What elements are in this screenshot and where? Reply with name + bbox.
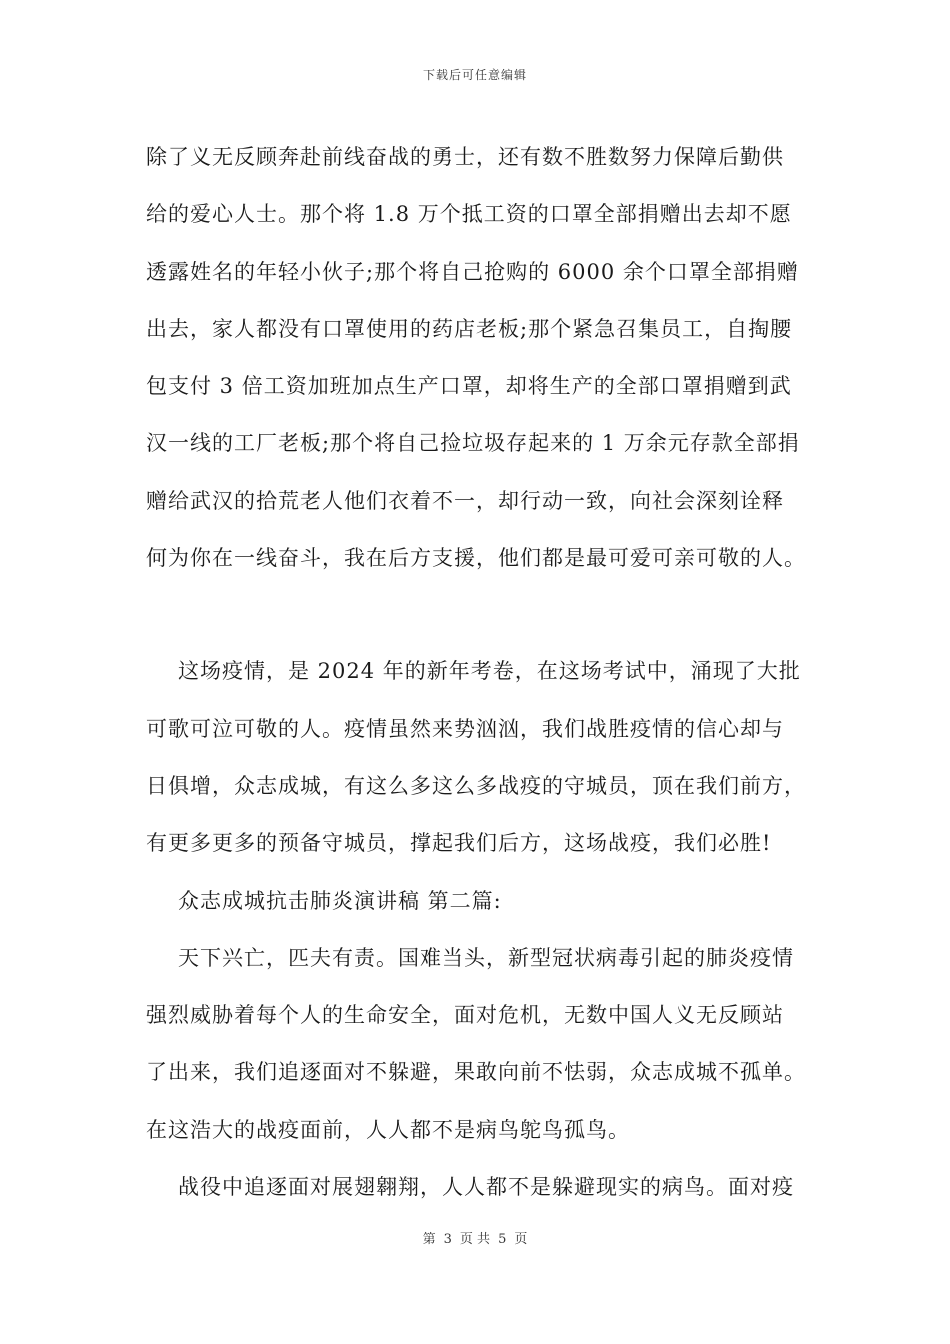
paragraph-gap — [146, 587, 826, 643]
footer-suffix: 页 — [514, 1232, 528, 1247]
text-line: 给的爱心人士。那个将 1.8 万个抵工资的口罩全部捐赠出去却不愿 — [146, 202, 792, 227]
text-line: 日俱增，众志成城，有这么多这么多战疫的守城员，顶在我们前方， — [146, 773, 806, 798]
footer-prefix: 第 — [422, 1232, 436, 1247]
text-line: 赠给武汉的拾荒老人他们衣着不一，却行动一致，向社会深刻诠释 — [146, 488, 784, 513]
text-line: 在这浩大的战疫面前，人人都不是病鸟鸵鸟孤鸟。 — [146, 1117, 630, 1142]
text-line: 战役中追逐面对展翅翱翔，人人都不是躲避现实的病鸟。面对疫 — [178, 1175, 794, 1200]
text-line: 出去，家人都没有口罩使用的药店老板;那个紧急召集员工，自掏腰 — [146, 316, 793, 341]
text-line: 了出来，我们追逐面对不躲避，果敢向前不怯弱，众志成城不孤单。 — [146, 1060, 806, 1085]
text-line: 包支付 3 倍工资加班加点生产口罩，却将生产的全部口罩捐赠到武 — [146, 374, 792, 399]
text-line: 天下兴亡，匹夫有责。国难当头，新型冠状病毒引起的肺炎疫情 — [178, 945, 794, 970]
section-title: 众志成城抗击肺炎演讲稿 第二篇: — [178, 888, 502, 913]
text-line: 何为你在一线奋斗，我在后方支援，他们都是最可爱可亲可敬的人。 — [146, 546, 806, 571]
total-pages-number: 5 — [498, 1232, 507, 1247]
current-page-number: 3 — [443, 1232, 452, 1247]
text-line: 透露姓名的年轻小伙子;那个将自己抢购的 6000 余个口罩全部捐赠 — [146, 259, 799, 284]
text-line: 有更多更多的预备守城员，撑起我们后方，这场战疫，我们必胜! — [146, 831, 772, 856]
page-header: 下载后可任意编辑 — [422, 68, 527, 82]
page-footer — [0, 1228, 950, 1247]
text-line: 强烈威胁着每个人的生命安全，面对危机，无数中国人义无反顾站 — [146, 1003, 784, 1028]
document-body — [146, 129, 826, 1216]
text-line: 汉一线的工厂老板;那个将自己捡垃圾存起来的 1 万余元存款全部捐 — [146, 431, 800, 456]
text-line: 除了义无反顾奔赴前线奋战的勇士，还有数不胜数努力保障后勤供 — [146, 145, 784, 169]
text-line: 可歌可泣可敬的人。疫情虽然来势汹汹，我们战胜疫情的信心却与 — [146, 716, 784, 741]
footer-mid: 页 共 — [459, 1232, 491, 1247]
text-line: 这场疫情，是 2024 年的新年考卷，在这场考试中，涌现了大批 — [178, 659, 801, 684]
